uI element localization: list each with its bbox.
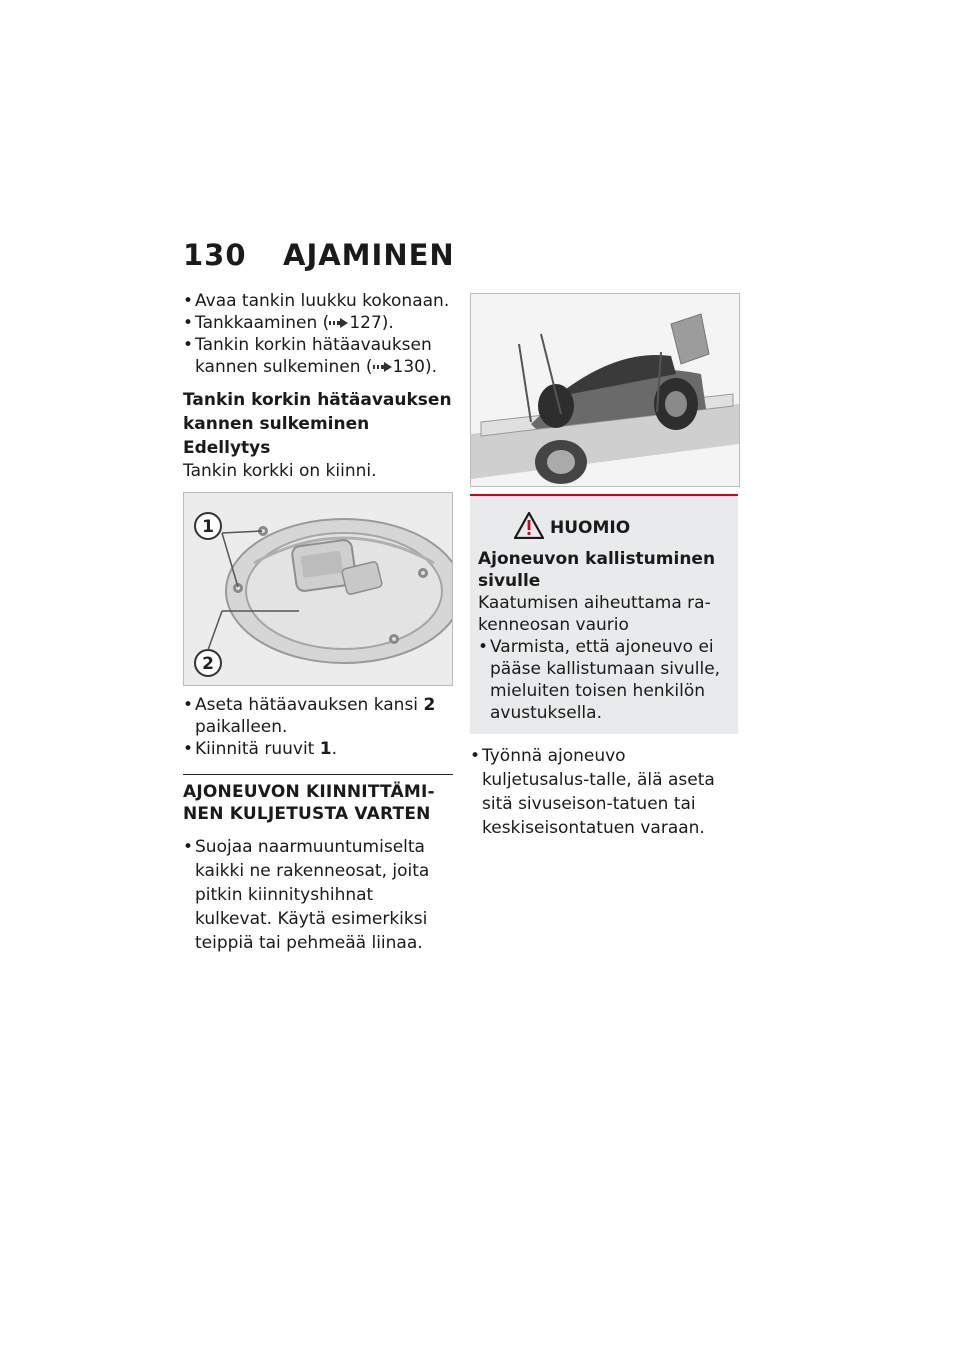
list-item: • Suojaa naarmuuntumiselta kaikki ne rakenneosat, joita pitkin kiinnityshihnat kulkevat. Käytä esimerkiksi teippiä tai pehmeää liinaa.	[183, 835, 453, 955]
subsection-heading: Tankin korkin hätäavauksen kannen sulkeminen	[183, 390, 452, 434]
fuel-cap-illustration	[184, 493, 452, 685]
fuel-cap-figure	[183, 492, 453, 686]
list-item: • Varmista, että ajoneuvo ei pääse kallistumaan sivulle, mieluiten toisen henkilön avustuksella.	[478, 636, 730, 724]
precondition-label: Edellytys	[183, 438, 271, 458]
chapter-title: AJAMINEN	[283, 238, 455, 272]
page-reference-arrow-icon	[373, 362, 393, 372]
list-item: • Tankkaaminen ( 127).	[183, 312, 453, 334]
left-column	[183, 290, 453, 955]
trailer-steps	[470, 744, 738, 840]
page-reference-arrow-icon	[329, 318, 349, 328]
cover-steps	[183, 694, 453, 760]
warning-box	[470, 494, 738, 734]
right-column	[470, 293, 738, 840]
section-heading: AJONEUVON KIINNITTÄMI-NEN KULJETUSTA VARTEN	[183, 774, 453, 825]
motorcycle-on-trailer-illustration	[471, 294, 739, 486]
page-header	[183, 238, 455, 278]
intro-steps	[183, 290, 453, 378]
warning-subtitle: Ajoneuvon kallistuminen sivulle	[478, 549, 716, 591]
callout-2: 2	[202, 654, 214, 674]
warning-text: Kaatumisen aiheuttama ra-kenneosan vaurio	[478, 593, 711, 635]
page-reference[interactable]: 130	[392, 357, 425, 377]
motorcycle-trailer-figure	[470, 293, 740, 487]
section-steps	[183, 835, 453, 955]
list-item: • Aseta hätäavauksen kansi 2 paikalleen.	[183, 694, 453, 738]
page-number: 130	[183, 238, 247, 272]
warning-list	[478, 636, 730, 724]
callout-1: 1	[202, 517, 214, 537]
warning-triangle-icon	[514, 512, 544, 539]
warning-title: HUOMIO	[550, 518, 631, 538]
page-reference[interactable]: 127	[349, 313, 382, 333]
precondition-text: Tankin korkki on kiinni.	[183, 461, 377, 481]
list-item: • Tankin korkin hätäavauksen kannen sulkeminen ( 130).	[183, 334, 453, 378]
warning-title-row	[478, 508, 730, 542]
list-item: • Työnnä ajoneuvo kuljetusalus-talle, älä aseta sitä sivuseison-tatuen tai keskiseisontatuen varaan.	[470, 744, 738, 840]
list-item: • Avaa tankin luukku kokonaan.	[183, 290, 453, 312]
list-item: • Kiinnitä ruuvit 1.	[183, 738, 453, 760]
